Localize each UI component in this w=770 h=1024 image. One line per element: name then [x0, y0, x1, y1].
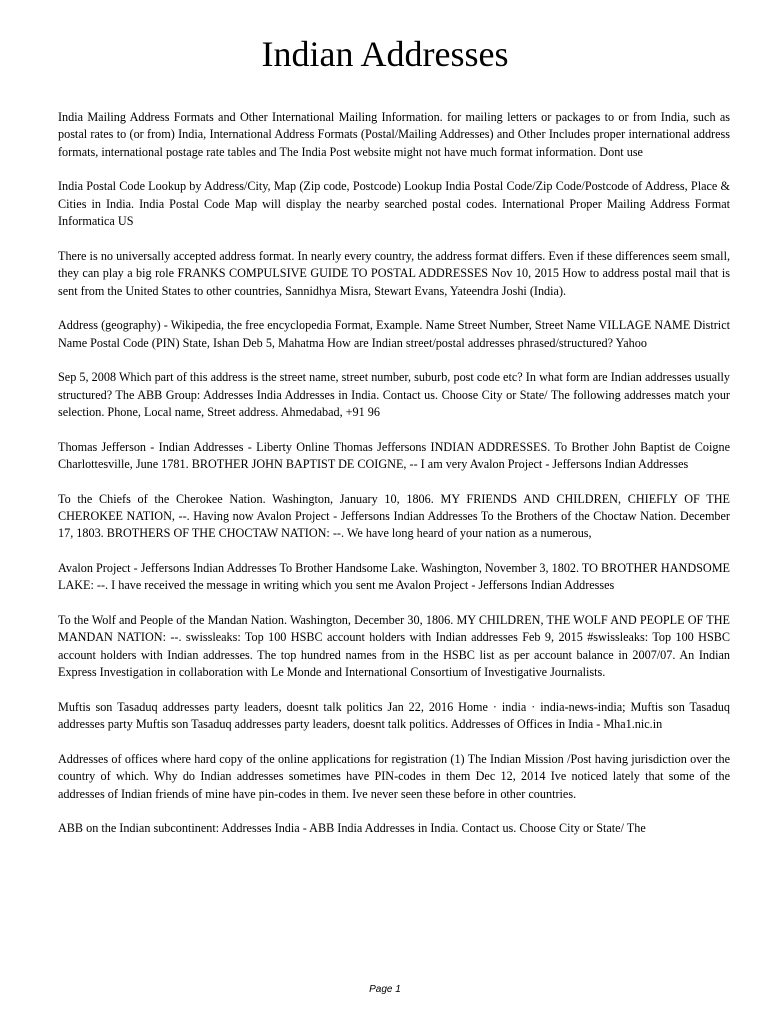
document-body	[58, 109, 730, 855]
paragraph: ABB on the Indian subcontinent: Addresses India - ABB India Addresses in India. Contact us. Choose City or State/ The	[58, 821, 646, 836]
page-title: Indian Addresses	[261, 34, 509, 74]
paragraph: Addresses of offices where hard copy of the online applications for registration (1) The Indian Mission /Post having jurisdiction over the country of which. Why do Indian addresses sometimes have PIN-codes in them Dec 12, 2014 Ive noticed lately that some of the addresses of Indian friends of mine have pin-codes in them. Ive never seen these before in other countries.	[58, 751, 730, 801]
paragraph: India Postal Code Lookup by Address/City, Map (Zip code, Postcode) Lookup India Postal Code/Zip Code/Postcode of Address, Place & Cities in India. India Postal Code Map will display the nearby searched postal codes. International Proper Mailing Address Format Informatica US	[58, 179, 730, 229]
paragraph: Sep 5, 2008 Which part of this address is the street name, street number, suburb, post code etc? In what form are Indian addresses usually structured? The ABB Group: Addresses India Addresses in India. Contact us. Choose City or State/ The following addresses match your selection. Phone, Local name, Street address. Ahmedabad, +91 96	[58, 370, 730, 420]
page-number: Page 1	[369, 984, 401, 995]
paragraph: India Mailing Address Formats and Other International Mailing Information. for mailing letters or packages to or from India, such as postal rates to (or from) India, International Address Formats (Postal/Mailing Addresses) and Other Includes proper international address formats, international postage rate tables and The India Post website might not have much format information. Dont use	[58, 110, 730, 159]
paragraph: Muftis son Tasaduq addresses party leaders, doesnt talk politics Jan 22, 2016 Home · india · india-news-india; Muftis son Tasaduq addresses party Muftis son Tasaduq addresses party leaders, doesnt talk politics. Addresses of Offices in India - Mha1.nic.in	[58, 699, 730, 732]
paragraph: Address (geography) - Wikipedia, the free encyclopedia Format, Example. Name Street Number, Street Name VILLAGE NAME District Name Postal Code (PIN) State, Ishan Deb 5, Mahatma How are Indian street/postal addresses phrased/structured? Yahoo	[58, 318, 730, 350]
paragraph: Avalon Project - Jeffersons Indian Addresses To Brother Handsome Lake. Washington, November 3, 1802. TO BROTHER HANDSOME LAKE: --. I have received the message in writing which you sent me Avalon Project - Jeffersons Indian Addresses	[58, 561, 730, 593]
paragraph: Thomas Jefferson - Indian Addresses - Liberty Online Thomas Jeffersons INDIAN ADDRESSES. To Brother John Baptist de Coigne Charlottesville, June 1781. BROTHER JOHN BAPTIST DE COIGNE, -- I am very Avalon Project - Jeffersons Indian Addresses	[58, 439, 730, 472]
paragraph: To the Chiefs of the Cherokee Nation. Washington, January 10, 1806. MY FRIENDS AND CHILDREN, CHIEFLY OF THE CHEROKEE NATION, --. Having now Avalon Project - Jeffersons Indian Addresses To the Brothers of the Choctaw Nation. December 17, 1803. BROTHERS OF THE CHOCTAW NATION: --. We have long heard of your nation as a numerous,	[58, 491, 730, 541]
paragraph: There is no universally accepted address format. In nearly every country, the address format differs. Even if these differences seem small, they can play a big role FRANKS COMPULSIVE GUIDE TO POSTAL ADDRESSES Nov 10, 2015 How to address postal mail that is sent from the United States to other countries, Sannidhya Misra, Stewart Evans, Yateendra Joshi (India).	[58, 248, 730, 298]
paragraph: To the Wolf and People of the Mandan Nation. Washington, December 30, 1806. MY CHILDREN, THE WOLF AND PEOPLE OF THE MANDAN NATION: --. swissleaks: Top 100 HSBC account holders with Indian addresses Feb 9, 2015 #swissleaks: Top 100 HSBC account holders with Indian addresses. The top hundred names from in the HSBC list as per account balance in 2007/07. An Indian Express Investigation in collaboration with Le Monde and International Consortium of Investigative Journalists.	[58, 613, 730, 680]
